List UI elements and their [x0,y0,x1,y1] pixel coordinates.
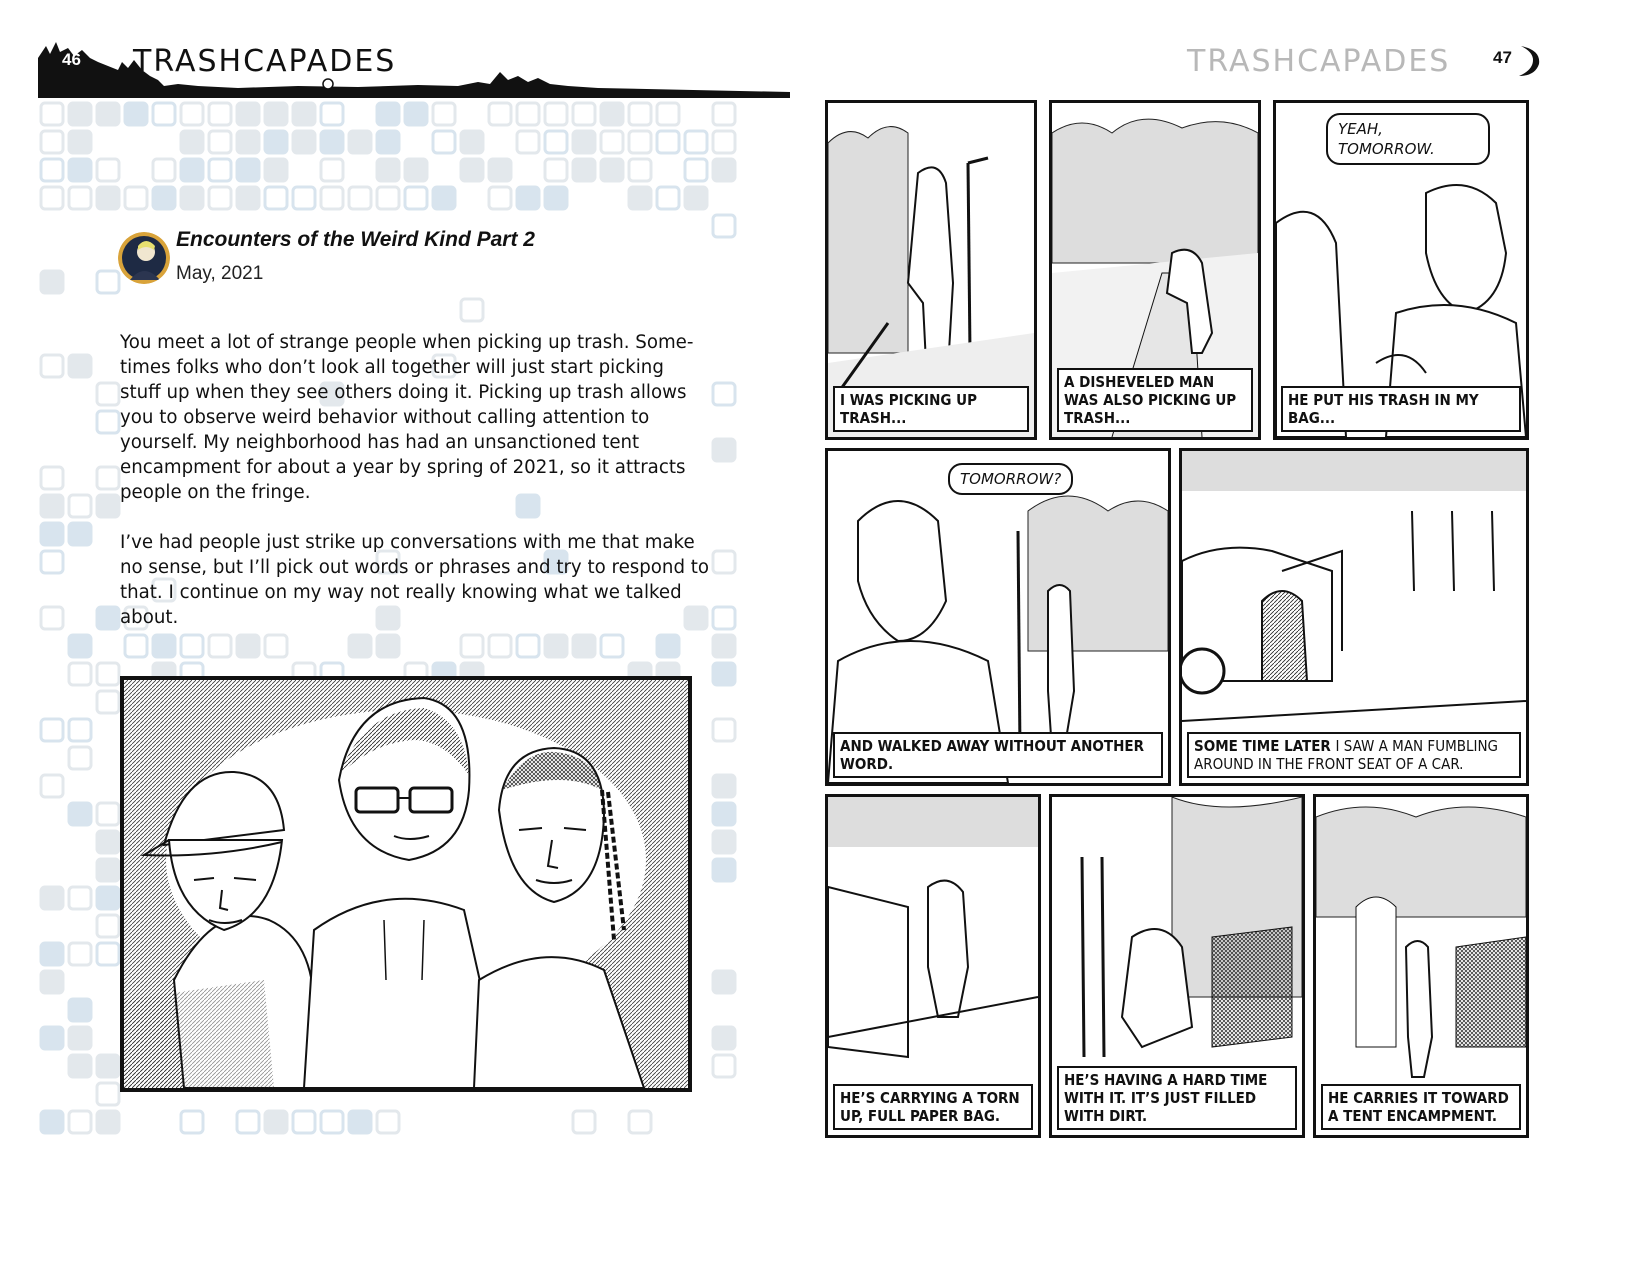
mosaic-tile [41,495,63,517]
mosaic-tile [181,131,203,153]
mosaic-tile [713,803,735,825]
mosaic-tile [69,887,91,909]
mosaic-tile [517,131,539,153]
mosaic-tile [657,187,679,209]
page-number: 47 [1493,48,1512,67]
mosaic-tile [97,159,119,181]
article-date: May, 2021 [176,263,264,284]
mosaic-tile [265,1111,287,1133]
mosaic-tile [377,131,399,153]
mosaic-tile [209,131,231,153]
mosaic-tile [629,159,651,181]
mosaic-tile [601,103,623,125]
mosaic-tile [377,187,399,209]
mosaic-tile [545,103,567,125]
mosaic-tile [41,271,63,293]
comic-panel-1 [825,100,1037,440]
mosaic-tile [41,775,63,797]
mosaic-tile [69,747,91,769]
mosaic-tile [601,159,623,181]
mosaic-tile [181,187,203,209]
mosaic-tile [293,103,315,125]
mosaic-tile [517,187,539,209]
mosaic-tile [125,103,147,125]
mosaic-tile [405,159,427,181]
mosaic-tile [41,971,63,993]
mosaic-tile [321,131,343,153]
mosaic-tile [97,1083,119,1105]
mosaic-tile [97,943,119,965]
mosaic-tile [69,943,91,965]
mosaic-tile [713,131,735,153]
caption-text: I SAW A MAN FUMBLING AROUND IN THE FRONT SEAT OF A CAR. [1194,737,1499,773]
mosaic-tile [517,103,539,125]
mosaic-tile [41,131,63,153]
mosaic-tile [293,131,315,153]
mosaic-tile [97,383,119,405]
mosaic-tile [713,383,735,405]
mosaic-tile [713,439,735,461]
panel-caption: HE’S CARRYING A TORN UP, FULL PAPER BAG. [833,1084,1033,1130]
mosaic-tile [713,103,735,125]
mosaic-tile [489,187,511,209]
mosaic-tile [41,607,63,629]
panel-caption: I WAS PICKING UP TRASH... [833,386,1029,432]
header-rule [38,95,790,98]
mosaic-tile [97,103,119,125]
mosaic-tile [713,831,735,853]
comic-panel-6 [825,794,1041,1138]
mosaic-tile [713,159,735,181]
mosaic-tile [713,775,735,797]
mosaic-tile [209,103,231,125]
mosaic-tile [237,1111,259,1133]
mosaic-tile [237,187,259,209]
mosaic-tile [433,187,455,209]
mosaic-tile [713,215,735,237]
mosaic-tile [209,159,231,181]
speech-balloon: YEAH, TOMORROW. [1326,113,1490,165]
mosaic-tile [713,719,735,741]
mosaic-tile [545,159,567,181]
left-header [38,40,790,100]
paragraph: I’ve had people just strike up conversations with me that make no sense, but I’ll pick out words or phrases and try to respond to that. I continue on my way not really knowing what we talked about. [120,532,710,628]
article-title: Encounters of the Weird Kind Part 2 [176,228,535,251]
mosaic-tile [97,831,119,853]
mosaic-tile [685,159,707,181]
mosaic-tile [69,999,91,1021]
mosaic-tile [685,187,707,209]
mosaic-tile [713,635,735,657]
mosaic-tile [265,103,287,125]
mosaic-tile [69,159,91,181]
comic-panel-5 [1179,448,1529,786]
comic-panel-8 [1313,794,1529,1138]
mosaic-tile [237,103,259,125]
mosaic-tile [545,187,567,209]
mosaic-tile [97,411,119,433]
right-page [825,0,1651,1275]
mosaic-tile [209,187,231,209]
mosaic-tile [97,803,119,825]
mosaic-tile [713,859,735,881]
mosaic-tile [713,607,735,629]
speech-balloon: TOMORROW? [948,463,1073,495]
mosaic-tile [433,131,455,153]
mosaic-tile [573,131,595,153]
mosaic-tile [321,103,343,125]
mosaic-tile [405,103,427,125]
mosaic-tile [265,131,287,153]
mosaic-tile [69,523,91,545]
mosaic-tile [349,1111,371,1133]
page-number: 46 [62,50,81,69]
mosaic-tile [237,159,259,181]
mosaic-tile [181,103,203,125]
mosaic-tile [713,551,735,573]
mosaic-tile [629,187,651,209]
mosaic-tile [97,859,119,881]
mosaic-tile [97,691,119,713]
mosaic-tile [41,159,63,181]
mosaic-tile [489,159,511,181]
crescent-moon-icon [1511,44,1541,78]
mosaic-tile [349,187,371,209]
panel-caption: AND WALKED AWAY WITHOUT ANOTHER WORD. [833,732,1163,778]
mosaic-tile [69,635,91,657]
mosaic-tile [461,299,483,321]
left-page [0,0,800,1275]
illustration-art [124,680,688,1088]
mosaic-tile [545,131,567,153]
panel-caption [1187,732,1521,778]
mosaic-tile [573,1111,595,1133]
mosaic-tile [69,1027,91,1049]
mosaic-tile [573,159,595,181]
mosaic-tile [181,1111,203,1133]
comic-panel-4 [825,448,1171,786]
mosaic-tile [293,187,315,209]
mosaic-tile [153,159,175,181]
mosaic-tile [293,1111,315,1133]
mosaic-tile [41,719,63,741]
mosaic-tile [69,1111,91,1133]
mosaic-tile [97,1055,119,1077]
mosaic-tile [629,1111,651,1133]
mosaic-tile [433,103,455,125]
mosaic-tile [713,663,735,685]
mosaic-tile [153,103,175,125]
mosaic-tile [41,187,63,209]
header-title: TRASHCAPADES [133,44,397,79]
mosaic-tile [41,551,63,573]
mosaic-tile [69,719,91,741]
caption-emphasis: SOME TIME LATER [1194,737,1331,755]
mosaic-tile [321,159,343,181]
mosaic-tile [713,1055,735,1077]
comic-panel-2 [1049,100,1261,440]
mosaic-tile [237,131,259,153]
mosaic-tile [97,187,119,209]
mosaic-tile [97,495,119,517]
mosaic-tile [713,971,735,993]
mosaic-tile [461,159,483,181]
mosaic-tile [41,355,63,377]
mosaic-tile [97,1111,119,1133]
header-title: TRASHCAPADES [1187,44,1451,79]
mosaic-tile [713,1027,735,1049]
mosaic-tile [69,663,91,685]
mosaic-tile [97,467,119,489]
mosaic-tile [377,103,399,125]
mosaic-tile [265,187,287,209]
mosaic-tile [69,803,91,825]
mosaic-tile [573,103,595,125]
mosaic-tile [69,131,91,153]
panel-caption: HE PUT HIS TRASH IN MY BAG... [1281,386,1521,432]
mosaic-tile [153,187,175,209]
mosaic-tile [125,187,147,209]
paragraph: You meet a lot of strange people when picking up trash. Some-times folks who don’t look all together will just start picking stuff up when they see others doing it. Picking up trash allows you to observe weird behavior without calling attention to yourself. My neighborhood has had an unsanctioned tent encampment for about a year by spring of 2021, so it attracts people on the fringe. [120,332,694,503]
mosaic-tile [41,1027,63,1049]
mosaic-tile [41,1111,63,1133]
mosaic-tile [321,187,343,209]
mosaic-tile [349,131,371,153]
mosaic-tile [461,131,483,153]
comic-panel-3 [1273,100,1529,440]
panel-caption: A DISHEVELED MAN WAS ALSO PICKING UP TRASH... [1057,368,1253,432]
mosaic-tile [41,467,63,489]
mosaic-tile [41,103,63,125]
mosaic-tile [69,187,91,209]
mosaic-tile [265,159,287,181]
mosaic-tile [69,495,91,517]
mosaic-tile [181,159,203,181]
panel-caption: HE’S HAVING A HARD TIME WITH IT. IT’S JUST FILLED WITH DIRT. [1057,1066,1297,1130]
mosaic-tile [321,1111,343,1133]
mosaic-tile [41,523,63,545]
mosaic-tile [377,159,399,181]
article-body [120,330,710,655]
mosaic-tile [489,103,511,125]
mosaic-tile [377,1111,399,1133]
mosaic-tile [629,103,651,125]
mosaic-tile [97,663,119,685]
mosaic-tile [97,271,119,293]
mosaic-tile [69,355,91,377]
mosaic-tile [601,131,623,153]
author-avatar [118,232,170,284]
mosaic-tile [69,1055,91,1077]
panel-caption: HE CARRIES IT TOWARD A TENT ENCAMPMENT. [1321,1084,1521,1130]
mosaic-tile [405,187,427,209]
mosaic-tile [41,943,63,965]
mosaic-tile [657,131,679,153]
mosaic-tile [97,607,119,629]
mosaic-tile [685,131,707,153]
mosaic-tile [41,887,63,909]
mosaic-tile [657,103,679,125]
mosaic-tile [97,915,119,937]
mosaic-tile [97,887,119,909]
three-men-illustration [120,676,692,1092]
mosaic-tile [629,131,651,153]
comic-panel-7 [1049,794,1305,1138]
mosaic-tile [69,103,91,125]
